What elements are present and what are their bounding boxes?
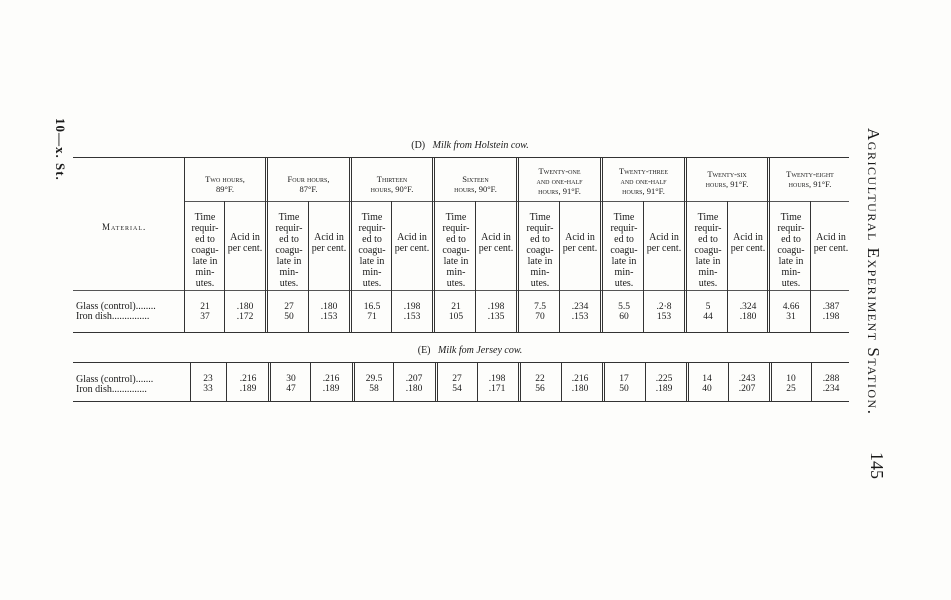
table-d-cell: .180: [739, 312, 757, 322]
table-e-cell: 22: [535, 374, 545, 384]
sub-header-time: Time requir- ed to coagu- late in min- utes.: [777, 212, 805, 289]
table-d-caption: [380, 140, 560, 151]
table-e-cell: 58: [369, 384, 379, 394]
table-d-col-divider: [265, 157, 268, 332]
table-e-cell: .171: [488, 384, 506, 394]
table-d-cell: .2·8: [656, 302, 672, 312]
table-e-cell: .216: [239, 374, 257, 384]
table-d-cell: .135: [487, 312, 505, 322]
group-header-line: hours, 90°F.: [454, 184, 497, 194]
group-header-line: and one-half: [620, 176, 667, 186]
table-e-cell: .288: [822, 374, 840, 384]
table-d-col-divider: [516, 157, 519, 332]
group-header-line: hours, 90°F.: [370, 184, 414, 194]
table-d-cell: .198: [487, 302, 505, 312]
table-d-col-divider: [600, 157, 603, 332]
sub-header-time: Time requir- ed to coagu- late in min- utes.: [191, 212, 219, 289]
table-d-caption-letter: (D): [411, 140, 426, 151]
sub-header-acid: Acid in per cent.: [311, 232, 347, 254]
table-d-cell: 50: [284, 312, 294, 322]
table-e-caption-text: Milk fom Jersey cow.: [438, 345, 523, 356]
table-d-cell: .180: [320, 302, 338, 312]
table-d-cell: 27: [284, 302, 294, 312]
group-header-line: hours, 91°F.: [705, 179, 749, 189]
sub-header-time: Time requir- ed to coagu- late in min- utes.: [442, 212, 470, 289]
table-d-cell: 31: [786, 312, 796, 322]
table-e-cell: .234: [822, 384, 840, 394]
table-d-bottom-rule: [73, 332, 849, 333]
table-d-caption-text: Milk from Holstein cow.: [432, 140, 529, 151]
table-e-cell: .207: [405, 374, 423, 384]
table-e-cell: 40: [702, 384, 712, 394]
group-header-line: 87°F.: [299, 184, 318, 194]
group-header-line: Thirteen: [376, 174, 408, 184]
table-e-cell: 30: [286, 374, 296, 384]
group-header-line: hours, 91°F.: [622, 186, 665, 196]
sub-header-time: Time requir- ed to coagu- late in min- utes.: [275, 212, 303, 289]
table-e-cell: 23: [203, 374, 213, 384]
table-d-row-label: Iron dish...............: [76, 311, 150, 322]
table-e-cell: 17: [619, 374, 629, 384]
material-header: Material.: [102, 222, 147, 232]
group-header: [186, 174, 264, 194]
sub-header-acid: Acid in per cent.: [730, 232, 766, 254]
page-number: 145: [867, 452, 887, 479]
table-d-cell: .324: [739, 302, 757, 312]
table-d-cell: 21: [451, 302, 461, 312]
group-header-line: and one-half: [536, 176, 583, 186]
table-e-cell: .243: [738, 374, 756, 384]
table-d-cell: 5: [705, 302, 711, 312]
table-d-top-rule: [73, 157, 849, 158]
group-header: [688, 169, 766, 189]
sub-header-acid: Acid in per cent.: [562, 232, 598, 254]
table-d-cell: 37: [200, 312, 210, 322]
table-e-cell: 33: [203, 384, 213, 394]
group-header-line: Twenty-six: [707, 169, 747, 179]
table-d-cell: .198: [822, 312, 840, 322]
sub-header-acid: Acid in per cent.: [227, 232, 263, 254]
table-e-caption: [380, 345, 560, 356]
group-header-line: hours, 91°F.: [538, 186, 581, 196]
table-d-cell: 44: [703, 312, 713, 322]
table-e-cell: .216: [322, 374, 340, 384]
table-d-cell: .153: [403, 312, 421, 322]
table-d-col-divider: [432, 157, 435, 332]
sub-header-time: Time requir- ed to coagu- late in min- utes.: [610, 212, 638, 289]
table-e-cell: 10: [786, 374, 796, 384]
table-e-cell: .225: [655, 374, 673, 384]
table-d-cell: 7.5: [534, 302, 546, 312]
table-d-cell: 5.5: [618, 302, 630, 312]
table-d-cell: 60: [619, 312, 629, 322]
table-e-cell: 50: [619, 384, 629, 394]
group-header-line: Twenty-three: [618, 166, 668, 176]
table-d-cell: .387: [822, 302, 840, 312]
table-d-header-rule: [73, 290, 849, 291]
table-d-cell: 16.5: [363, 302, 381, 312]
table-e-cell: .216: [571, 374, 589, 384]
margin-signature: 10—x. St.: [53, 118, 68, 181]
group-header: [353, 174, 431, 194]
table-e-cell: 25: [786, 384, 796, 394]
group-header-line: Four hours,: [287, 174, 330, 184]
table-e-cell: .189: [322, 384, 340, 394]
running-head: Agricultural Experiment Station.: [864, 128, 883, 416]
sub-header-acid: Acid in per cent.: [646, 232, 682, 254]
table-d-cell: 105: [448, 312, 464, 322]
table-d-cell: 70: [535, 312, 545, 322]
table-e-row-label: Glass (control).......: [76, 374, 154, 385]
group-header-line: Two hours,: [205, 174, 245, 184]
table-e-cell: .207: [738, 384, 756, 394]
table-d-cell: 71: [367, 312, 377, 322]
table-d-row-label: Glass (control)........: [76, 301, 156, 312]
group-header: [436, 174, 515, 194]
table-e-cell: .180: [405, 384, 423, 394]
table-e-caption-letter: (E): [417, 345, 431, 356]
table-d-cell: .180: [236, 302, 254, 312]
table-e-bottom-rule: [73, 401, 849, 402]
sub-header-acid: Acid in per cent.: [813, 232, 849, 254]
table-d-cell: .234: [571, 302, 589, 312]
group-header-line: Twenty-one: [538, 166, 581, 176]
table-d-cell: 21: [200, 302, 210, 312]
group-header-line: Sixteen: [462, 174, 489, 184]
sub-header-time: Time requir- ed to coagu- late in min- utes.: [694, 212, 722, 289]
table-e-cell: 27: [452, 374, 462, 384]
table-d-cell: 4.66: [782, 302, 800, 312]
table-d-col-divider: [684, 157, 687, 332]
table-d-cell: .153: [571, 312, 589, 322]
table-d-cell: .172: [236, 312, 254, 322]
table-d-cell: .153: [320, 312, 338, 322]
group-header-line: 89°F.: [215, 184, 235, 194]
sub-header-acid: Acid in per cent.: [478, 232, 514, 254]
group-header: [771, 169, 849, 189]
table-e-cell: 29.5: [365, 374, 383, 384]
table-e-row-label: Iron dish..............: [76, 384, 147, 395]
table-d-cell: 153: [656, 312, 672, 322]
table-e-cell: .180: [571, 384, 589, 394]
table-d-cell: .198: [403, 302, 421, 312]
sub-header-acid: Acid in per cent.: [394, 232, 430, 254]
table-e-cell: .189: [239, 384, 257, 394]
sub-header-time: Time requir- ed to coagu- late in min- utes.: [358, 212, 386, 289]
table-e-cell: 56: [535, 384, 545, 394]
group-header: [604, 166, 683, 196]
group-header: [520, 166, 599, 196]
sub-header-time: Time requir- ed to coagu- late in min- utes.: [526, 212, 554, 289]
table-e-cell: .189: [655, 384, 673, 394]
group-header-line: hours, 91°F.: [788, 179, 832, 189]
table-e-cell: 14: [702, 374, 712, 384]
table-e-cell: 54: [452, 384, 462, 394]
group-header-line: Twenty-eight: [786, 169, 834, 179]
group-header: [269, 174, 348, 194]
table-e-cell: 47: [286, 384, 296, 394]
table-e-cell: .198: [488, 374, 506, 384]
